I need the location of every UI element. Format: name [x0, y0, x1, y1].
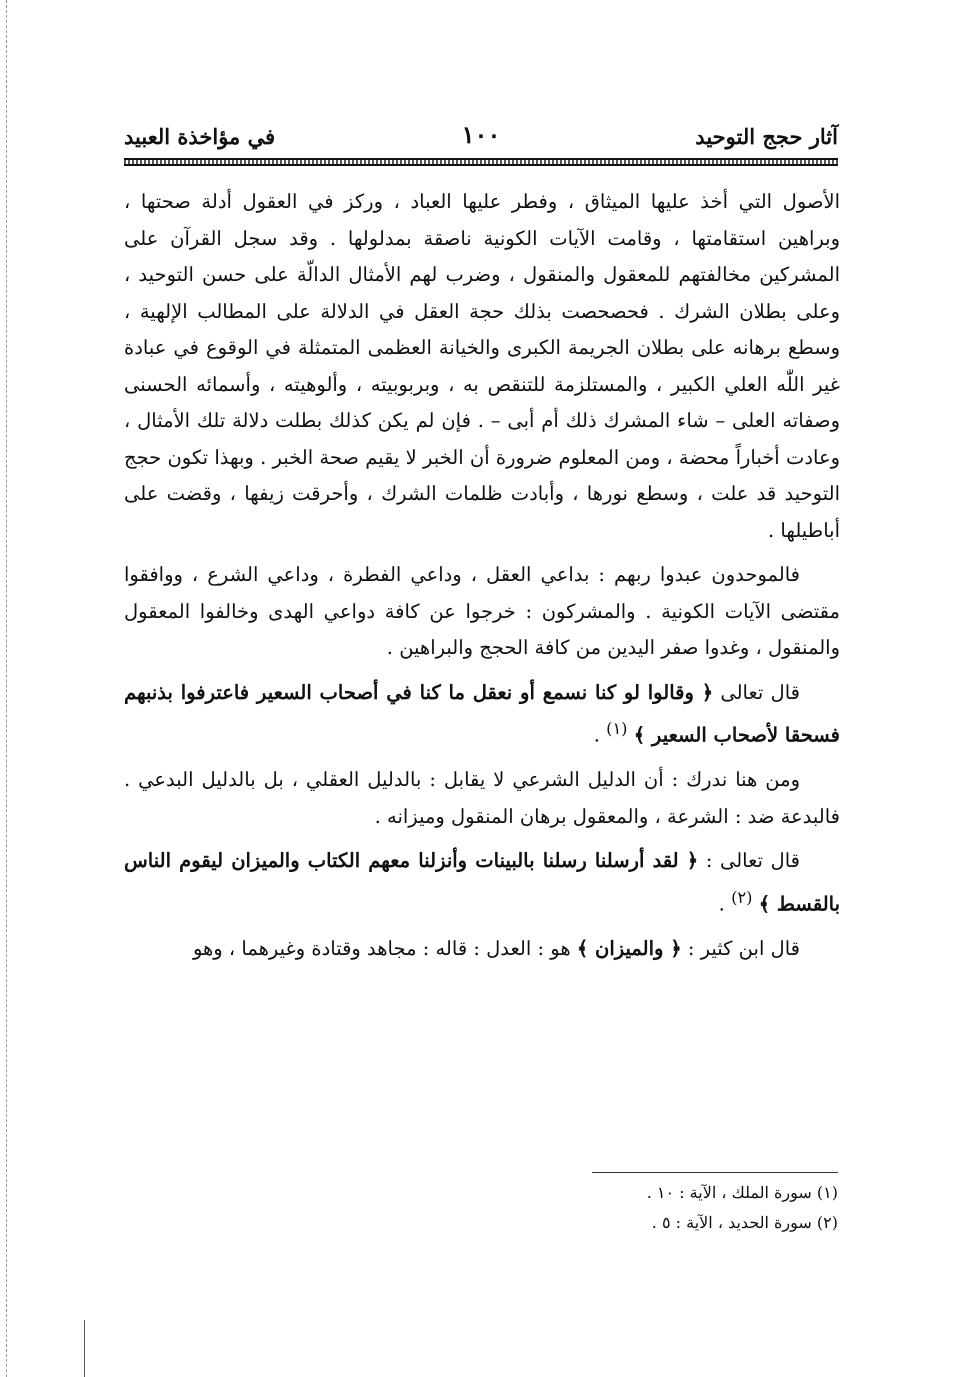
footnote-2: (٢) سورة الحديد ، الآية : ٥ . [651, 1213, 838, 1232]
paragraph-5 [124, 843, 840, 923]
paragraph-4: ومن هنا ندرك : أن الدليل الشرعي لا يقابل : بالدليل العقلي ، بل بالدليل البدعي . فالبدعة ضد : الشرعة ، والمعقول برهان المنقول وميزانه . [124, 768, 840, 828]
quran-verse: ﴿ وقالوا لو كنا نسمع أو نعقل ما كنا في أصحاب السعير فاعترفوا بذنبهم فسحقا لأصحاب السعير ﴾ [124, 680, 840, 747]
paragraph-text: هو : العدل : قاله : مجاهد وقتادة وغيرهما ، وهو [192, 936, 571, 960]
paragraph-2: فالموحدون عبدوا ربهم : بداعي العقل ، وداعي الفطرة ، وداعي الشرع ، ووافقوا مقتضى الآيات الكونية . والمشركون : خرجوا عن كافة دواعي الهدى وخالفوا المعقول والمنقول ، وغدوا صفر اليدين من كافة الحجج والبراهين . [124, 563, 840, 659]
paragraph-6 [124, 931, 840, 968]
quran-verse: ﴿ لقد أرسلنا رسلنا بالبينات وأنزلنا معهم الكتاب والميزان ليقوم الناس بالقسط ﴾ [124, 849, 840, 915]
sentence-end: . [718, 892, 725, 915]
sentence-end: . [593, 723, 600, 747]
page-header [124, 118, 838, 158]
quote-intro: قال ابن كثير : [687, 936, 800, 960]
page-body [124, 184, 840, 967]
margin-scan-line [6, 0, 7, 1377]
quote-intro: قال تعالى : [705, 849, 800, 872]
paragraph-3 [124, 675, 840, 755]
footnote-ref: (٢) [731, 887, 753, 907]
header-divider [124, 158, 838, 166]
footnote-ref: (١) [606, 719, 628, 738]
margin-scan-line-bottom [84, 1320, 85, 1377]
footnote-divider [592, 1172, 838, 1173]
quote-intro: قال تعالى [720, 680, 800, 704]
paragraph-1: الأصول التي أخذ عليها الميثاق ، وفطر عليها العباد ، وركز في العقول أدلة صحتها ، وبراهين استقامتها ، وقامت الآيات الكونية ناصقة بمدلولها . وقد سجل القرآن على المشركين مخالفتهم للمعقول والمنقول ، وضرب لهم الأمثال الدالّة على حسن التوحيد ، وعلى بطلان الشرك . فحصحصت بذلك حجة العقل في الدلالة على المطالب الإلهية ، وسطع برهانه على بطلان الجريمة الكبرى والخيانة العظمى المتمثلة في الوقوع في عبادة غير اللّٰه العلي الكبير ، والمستلزمة للتنقص به ، وبربوبيته ، وألوهيته ، وأسمائه الحسنى وصفاته العلى – شاء المشرك ذلك أم أبى – . فإن لم يكن كذلك بطلت دلالة تلك الأمثال ، وعادت أخباراً محضة ، ومن المعلوم ضرورة أن الخبر لا يقيم صحة الخبر . وبهذا تكون حجج التوحيد قد علت ، وسطع نورها ، وأبادت ظلمات الشرك ، وأحرقت زيفها ، وقضت على أباطيلها . [124, 190, 840, 542]
quran-word: ﴿ والميزان ﴾ [576, 936, 682, 960]
page-number: ١٠٠ [461, 120, 501, 149]
running-title-right: آثار حجج التوحيد [695, 124, 838, 149]
footnotes [124, 1178, 838, 1238]
footnote-1: (١) سورة الملك ، الآية : ١٠ . [646, 1183, 838, 1202]
running-title-left: في مؤاخذة العبيد [124, 124, 276, 149]
